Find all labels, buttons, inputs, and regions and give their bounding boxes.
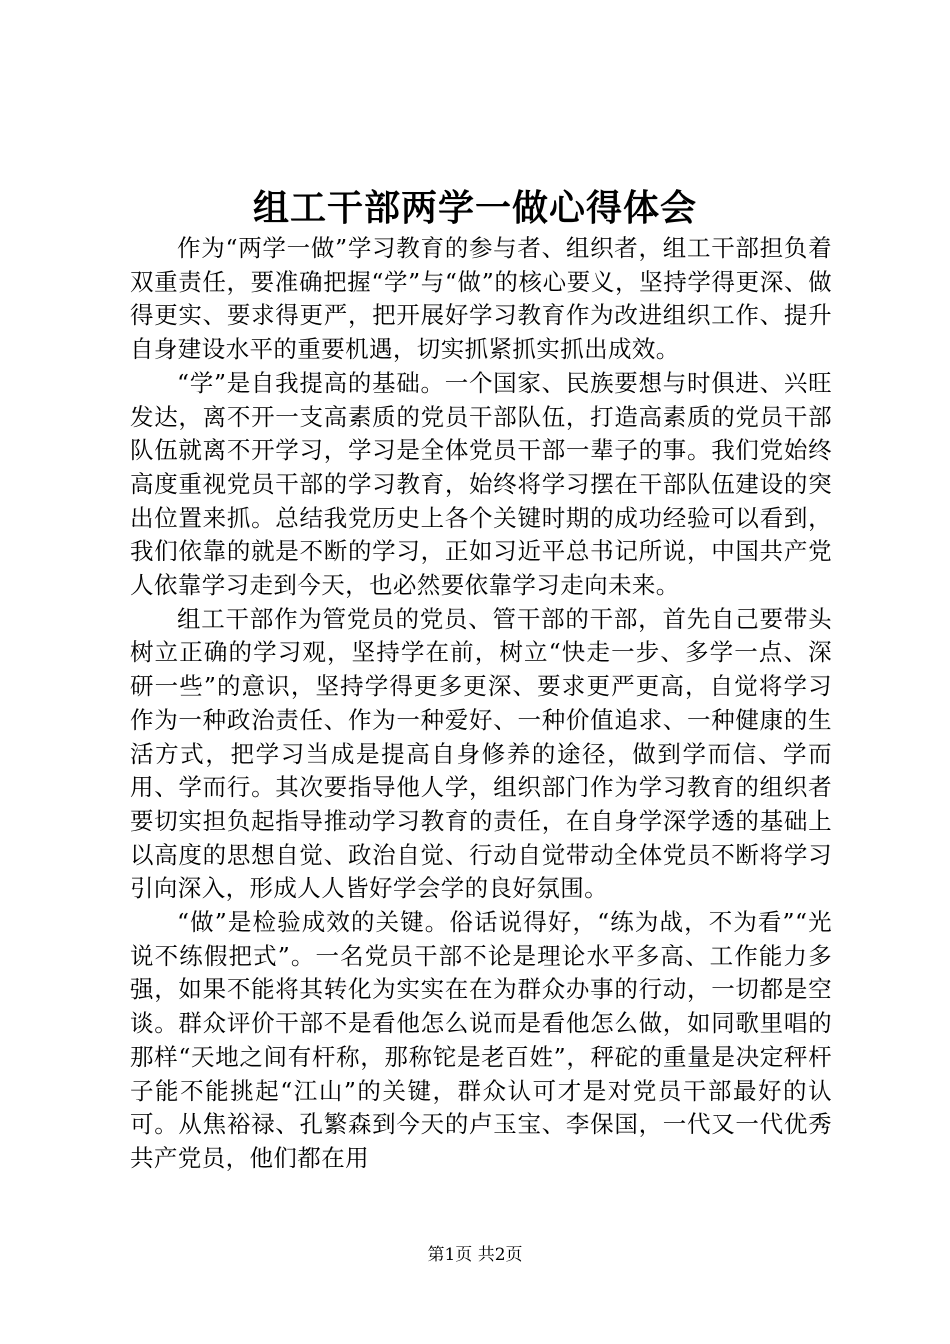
page-number-footer: 第1页 共2页 xyxy=(427,1245,523,1265)
paragraph: 作为“两学一做”学习教育的参与者、组织者，组工干部担负着双重责任，要准确把握“学”与“做”的核心要义，坚持学得更深、做得更实、要求得更严，把开展好学习教育作为改进组织工作、提升自身建设水平的重要机遇，切实抓紧抓实抓出成效。 xyxy=(130,234,832,364)
document-body xyxy=(130,232,832,1176)
paragraph: “做”是检验成效的关键。俗话说得好，“练为战，不为看”“光说不练假把式”。一名党员干部不论是理论水平多高、工作能力多强，如果不能将其转化为实实在在为群众办事的行动，一切都是空谈。群众评价干部不是看他怎么说而是看他怎么做，如同歌里唱的那样“天地之间有杆称，那称铊是老百姓”，秤砣的重量是决定秤杆子能不能挑起“江山”的关键，群众认可才是对党员干部最好的认可。从焦裕禄、孔繁森到今天的卢玉宝、李保国，一代又一代优秀共产党员，他们都在用 xyxy=(130,908,832,1172)
page-title: 组工干部两学一做心得体会 xyxy=(252,187,697,229)
paragraph: “学”是自我提高的基础。一个国家、民族要想与时俱进、兴旺发达，离不开一支高素质的党员干部队伍，打造高素质的党员干部队伍就离不开学习，学习是全体党员干部一辈子的事。我们党始终高度重视党员干部的学习教育，始终将学习摆在干部队伍建设的突出位置来抓。总结我党历史上各个关键时期的成功经验可以看到，我们依靠的就是不断的学习，正如习近平总书记所说，中国共产党人依靠学习走到今天，也必然要依靠学习走向未来。 xyxy=(130,368,832,600)
paragraph: 组工干部作为管党员的党员、管干部的干部，首先自己要带头树立正确的学习观，坚持学在前，树立“快走一步、多学一点、深研一些”的意识，坚持学得更多更深、要求更严更高，自觉将学习作为一种政治责任、作为一种爱好、一种价值追求、一种健康的生活方式，把学习当成是提高自身修养的途径，做到学而信、学而用、学而行。其次要指导他人学，组织部门作为学习教育的组织者要切实担负起指导推动学习教育的责任，在自身学深学透的基础上以高度的思想自觉、政治自觉、行动自觉带动全体党员不断将学习引向深入，形成人人皆好学会学的良好氛围。 xyxy=(130,604,832,903)
